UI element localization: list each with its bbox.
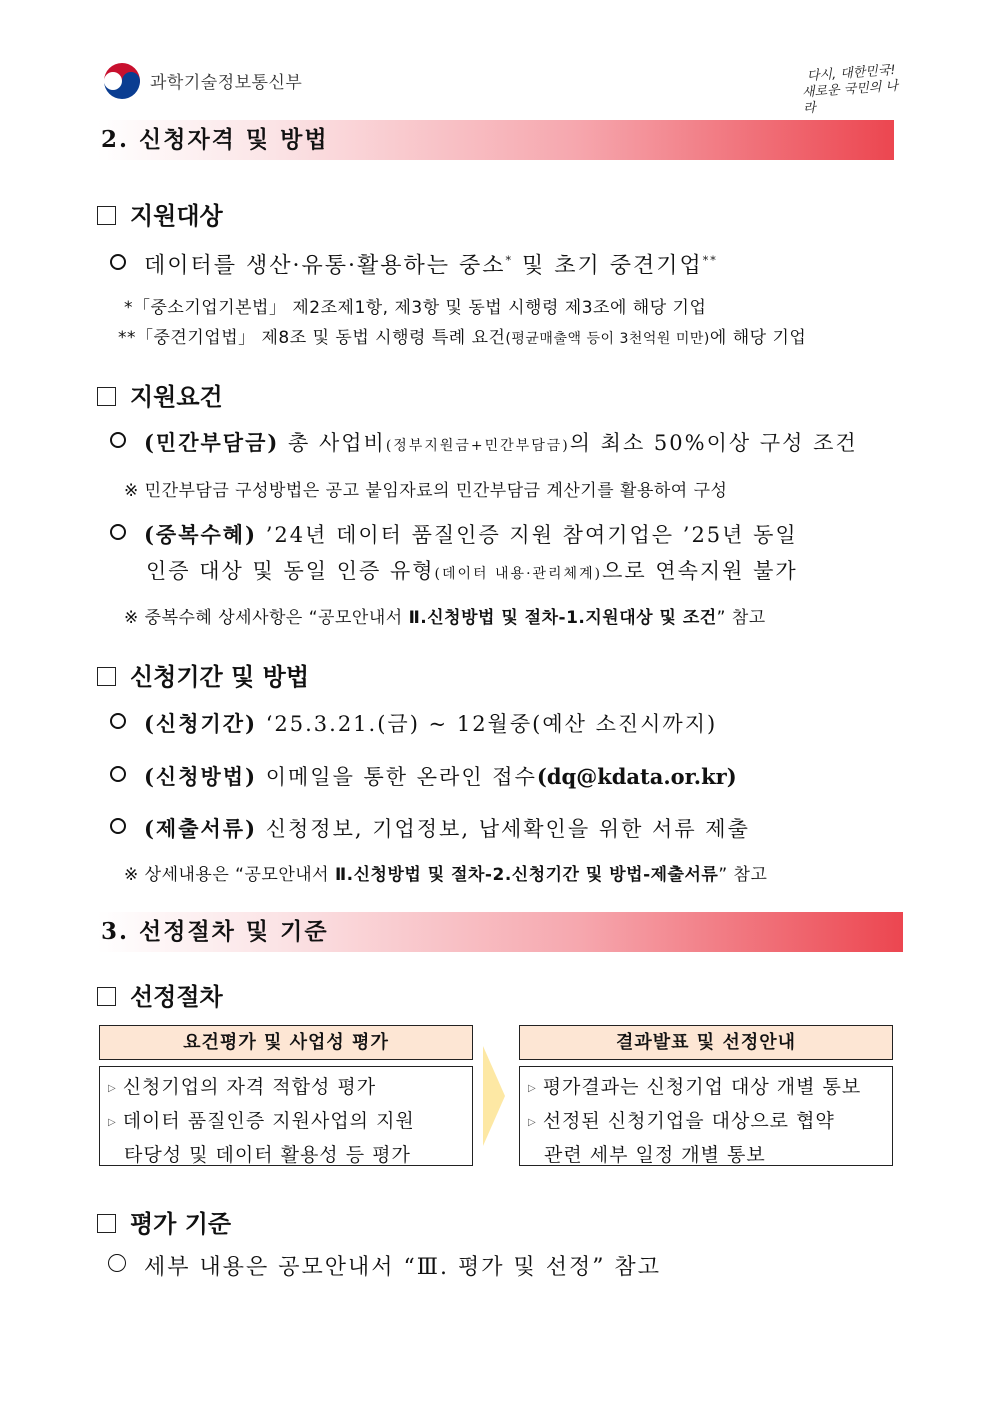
list-item-text: 타당성 및 데이터 활용성 등 평가 — [124, 1144, 411, 1166]
heading-text: 평가 기준 — [130, 1210, 232, 1238]
section-title-3: 3. 선정절차 및 기준 — [101, 918, 329, 945]
bullet-small: (데이터 내용·관리체계) — [434, 566, 603, 582]
checkbox-square-icon — [97, 987, 116, 1006]
note-duplicate — [124, 603, 766, 628]
bullet-label: (제출서류) — [144, 816, 258, 841]
bullet-text: 세부 내용은 공모안내서 “Ⅲ. 평가 및 선정” 참고 — [144, 1255, 661, 1280]
note-text: ※ 중복수혜 상세사항은 “공모안내서 — [124, 608, 409, 628]
bullet-text: 데이터를 생산·유통·활용하는 중소 — [144, 253, 506, 279]
list-item-text: 선정된 신청기업을 대상으로 협약 — [542, 1110, 835, 1132]
bullet-label: (신청기간) — [144, 711, 258, 736]
section-bar-3 — [97, 912, 903, 952]
heading-text: 선정절차 — [130, 983, 223, 1011]
footnote-2 — [118, 323, 806, 348]
list-item — [528, 1105, 884, 1139]
list-item — [528, 1071, 884, 1105]
bullet-text: ’24년 데이터 품질인증 지원 참여기업은 ’25년 동일 — [257, 523, 798, 547]
bullet-period — [110, 710, 717, 738]
bullet-text: ‘25.3.21.(금) ~ 12월중(예산 소진시까지) — [257, 712, 718, 736]
footnote-text: 에 해당 기업 — [709, 328, 807, 348]
triangle-bullet-icon: ▷ — [528, 1117, 537, 1128]
bullet-small: (정부지원금+민간부담금) — [385, 438, 570, 454]
bullet-label: (신청방법) — [144, 764, 258, 789]
bullet-text: 신청정보, 기업정보, 납세확인을 위한 서류 제출 — [257, 817, 750, 841]
slogan — [800, 63, 903, 118]
slogan-line1: 다시, 대한민국! — [806, 62, 897, 85]
bullet-duplicate — [110, 521, 798, 549]
bullet-label: (중복수혜) — [144, 522, 258, 547]
step1-body — [99, 1066, 473, 1166]
note-text: ” 참고 — [716, 608, 766, 628]
email-address: (dq@kdata.or.kr) — [536, 764, 737, 789]
triangle-bullet-icon: ▷ — [528, 1083, 537, 1094]
government-emblem-icon — [103, 62, 141, 100]
heading-procedure — [97, 977, 223, 1012]
heading-text: 신청기간 및 방법 — [130, 663, 309, 691]
bullet-method — [110, 763, 737, 791]
slogan-line2: 새로운 국민의 나라 — [801, 78, 899, 117]
bullet-text: 인증 대상 및 동일 인증 유형 — [146, 559, 435, 583]
circle-bullet-icon — [108, 1254, 126, 1272]
circle-bullet-icon — [110, 713, 126, 729]
note-text: ” 참고 — [718, 865, 768, 885]
process-arrow-icon — [483, 1046, 505, 1146]
note-bold: Ⅱ.신청방법 및 절차-1.지원대상 및 조건 — [408, 608, 717, 628]
checkbox-square-icon — [97, 1214, 116, 1233]
list-item-text: 신청기업의 자격 적합성 평가 — [122, 1076, 377, 1098]
bullet-text: 총 사업비 — [279, 431, 386, 455]
triangle-bullet-icon: ▷ — [108, 1117, 117, 1128]
checkbox-square-icon — [97, 387, 116, 406]
checkbox-square-icon — [97, 206, 116, 225]
bullet-text: 의 최소 50%이상 구성 조건 — [569, 431, 858, 455]
heading-period — [97, 657, 309, 692]
circle-bullet-icon — [110, 766, 126, 782]
heading-text: 지원요건 — [130, 383, 223, 411]
list-item-text: 관련 세부 일정 개별 통보 — [544, 1144, 766, 1166]
bullet-text: 으로 연속지원 불가 — [602, 559, 798, 583]
circle-bullet-icon — [110, 818, 126, 834]
circle-bullet-icon — [110, 432, 126, 448]
footnote-1: *「중소기업기본법」 제2조제1항, 제3항 및 동법 시행령 제3조에 해당 기업 — [124, 298, 707, 318]
step2-body — [519, 1066, 893, 1166]
note-private-share: ※ 민간부담금 구성방법은 공고 붙임자료의 민간부담금 계산기를 활용하여 구성 — [124, 481, 728, 501]
footnote-marker: ** — [702, 254, 718, 267]
ministry-name: 과학기술정보통신부 — [150, 73, 303, 93]
footnote-text: **「중견기업법」 제8조 및 동법 시행령 특례 요건 — [118, 328, 506, 348]
bullet-label: (민간부담금) — [144, 430, 280, 455]
bullet-text: 이메일을 통한 온라인 접수 — [257, 765, 537, 789]
list-item-text: 평가결과는 신청기업 대상 개별 통보 — [542, 1076, 862, 1098]
circle-bullet-icon — [110, 524, 126, 540]
section-bar-2 — [97, 120, 894, 160]
list-item — [108, 1105, 464, 1139]
list-item-text: 데이터 품질인증 지원사업의 지원 — [122, 1110, 415, 1132]
heading-text: 지원대상 — [130, 202, 223, 230]
triangle-bullet-icon: ▷ — [108, 1083, 117, 1094]
bullet-support-target — [110, 247, 718, 280]
heading-requirements — [97, 377, 223, 412]
bullet-text: 및 초기 중견기업 — [513, 253, 703, 279]
heading-support-target — [97, 196, 223, 231]
note-text: ※ 상세내용은 “공모안내서 — [124, 865, 335, 885]
footnote-small: (평균매출액 등이 3천억원 미만) — [505, 331, 710, 347]
step2-title: 결과발표 및 선정안내 — [519, 1025, 893, 1060]
bullet-criteria — [108, 1254, 661, 1282]
list-item — [108, 1071, 464, 1105]
bullet-private-share — [110, 429, 858, 460]
heading-criteria — [97, 1204, 231, 1239]
step1-title: 요건평가 및 사업성 평가 — [99, 1025, 473, 1060]
circle-bullet-icon — [110, 254, 126, 270]
footnote-marker: * — [505, 254, 514, 267]
bullet-duplicate-line2 — [146, 557, 798, 588]
note-bold: Ⅱ.신청방법 및 절차-2.신청기간 및 방법-제출서류 — [334, 865, 719, 885]
checkbox-square-icon — [97, 667, 116, 686]
bullet-documents — [110, 815, 750, 843]
note-documents — [124, 860, 767, 885]
section-title-2: 2. 신청자격 및 방법 — [101, 126, 329, 153]
